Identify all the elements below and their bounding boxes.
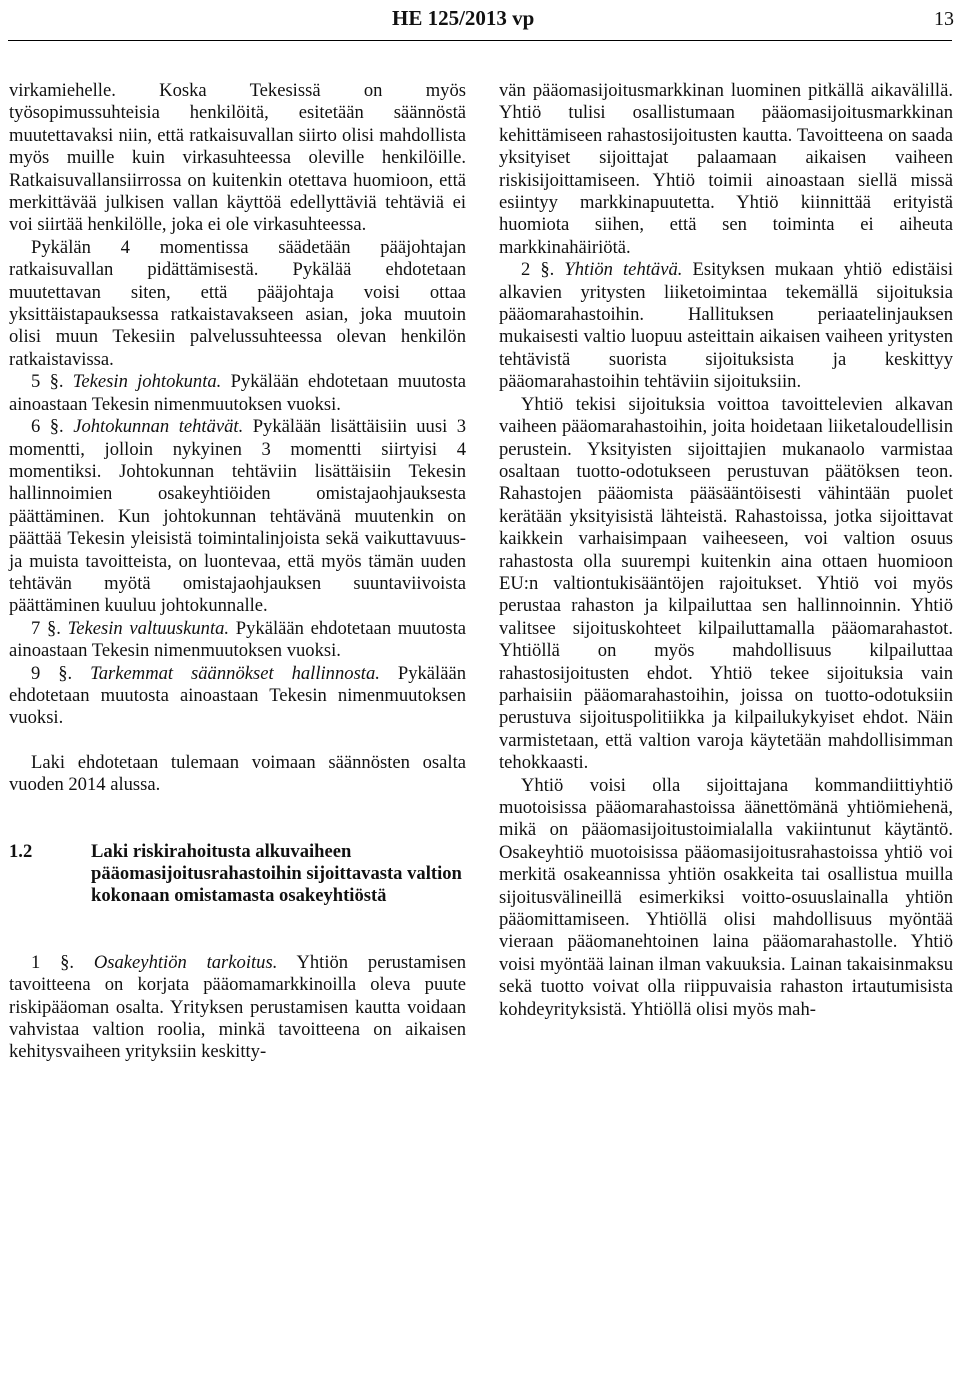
section-6 [9,416,466,618]
section-number: 5 §. [31,371,64,393]
spacer [9,797,466,841]
section-7 [9,618,466,663]
section-5 [9,371,466,416]
section-title: Osakeyhtiön tarkoitus. [93,951,278,973]
section-text: Pykälään ehdotetaan muutosta ainoastaan Tekesin nimenmuutoksen vuoksi. [9,662,467,729]
section-title: Tekesin valtuuskunta. [67,617,230,639]
section-text: Pykälään ehdotetaan muutosta ainoastaan Tekesin nimenmuutoksen vuoksi. [9,371,466,415]
section-number: 2 §. [521,259,555,281]
paragraph: Pykälän 4 momentissa säädetään pääjohtajan ratkaisuvallan pidättämisestä. Pykälää ehdotetaan muutettavan siten, että pääjohtaja voisi ottaa yksittäistapauksessa ratkaistavakseen asian, joka muutoin olisi muun Tekesiin palvelussuhteessa olevan henkilön ratkaistavissa. [9,236,466,370]
page-header [0,0,960,40]
paragraph: vän pääomasijoitusmarkkinan luominen pitkällä aikavälillä. Yhtiö tulisi osallistumaan pääomasijoitusmarkkinan kehittämiseen rahastosijoitusten kautta. Tavoitteena on saada yksityiset sijoittajat palaamaan aikaisen vaiheen riskisijoittamiseen. Yhtiö toimii ainoastaan siellä missä esiintyy markkinapuutetta. Yhtiö kiinnittää erityistä huomiota siihen, että sen toiminta ei aiheuta markkinahäiriötä. [499,80,953,258]
paragraph: Yhtiö voisi olla sijoittajana kommandiittiyhtiö muotoisissa pääomarahastoissa äänettömänä yhtiömiehenä, mikä on pääomasijoitustoimialalla vakiintunut käytäntö. Osakeyhtiö muotoisissa pääomasijoitusrahastoissa yhtiö voi merkitä osakeannissa yhtiön osakkeita tai osallistua muilla sijoitusvälineillä esimerkiksi voitto-osuuslainalla yhtiön pääomittamiseen. Yhtiöllä olisi mahdollisuus myöntää vieraan pääomanehtoinen laina pääomarahastolle. Yhtiö voisi myöntää lainan ilman vakuuksia. Lainan takaisinmaksu sekä tuotto voivat olla riippuvaisia rahaston irtautumisista kohdeyrityksistä. Yhtiöllä olisi myös mah- [499,774,953,1020]
section-2 [499,259,953,393]
section-text: Pykälään ehdotetaan muutosta ainoastaan Tekesin nimenmuutoksen vuoksi. [9,617,466,662]
section-text: Yhtiön perustamisen tavoitteena on korjata pääomamarkkinoilla oleva puute riskipääoman osalta. Yrityksen perustamisen kautta voidaan vahvistaa valtion roolia, minkä tavoitteena on aikaisen kehitysvaiheen yrityksiin keskitty- [9,951,467,1063]
section-9 [9,663,466,730]
document-id: HE 125/2013 vp [392,6,535,30]
section-text: Esityksen mukaan yhtiö edistäisi alkavien yritysten liiketoimintaa tekemällä sijoituksia pääomarahastoihin. Hallituksen periaatelinjauksen mukaisesti valtio luopuu asteittain aikaisen vaiheen yritysten tehtävistä suorista sijoituksista ja keskittyy pääomarahastoihin tehtäviin sijoituksiin. [499,259,954,393]
right-column [499,80,953,1021]
section-title: Yhtiön tehtävä. [564,259,683,281]
paragraph: Yhtiö tekisi sijoituksia voittoa tavoittelevien alkavan vaiheen pääomarahastoihin, joita hoidetaan liiketaloudellisin perustein. Yksityisten sijoittajien mukanaolo varmistaa osaltaan tuotto-odotukseen perustuvan päätöksen teon. Rahastojen pääomista pääsääntöisesti vähintään puolet kerätään yksityisistä lähteistä. Rahastoissa, jotka sijoittavat kaikkein varhaisimpaan vaiheeseen, voi valtion osuus rahastosta olla suurempi kuitenkin aina ottaen huomioon EU:n valtiontukisääntöjen rajoitukset. Yhtiö voi myös perustaa rahaston ja kilpailuttaa sen hallinnoinnin. Yhtiö valitsee sijoituskohteet kilpailuttamalla pääomarahastot. Yhtiöllä on myös mahdollisuus kilpailuttaa rahastosijoitusten ehdot. Yhtiö tekee sijoituksia vain parhaisiin pääomarahastoihin, joissa on tuotto-odotuksiin perustuva sijoituspolitiikka ja kilpailukykyiset ehdot. Näin varmistetaan, että valtion varoja käytetään mahdollisimman tehokkaasti. [499,393,953,774]
paragraph: virkamiehelle. Koska Tekesissä on myös työsopimussuhteisia henkilöitä, esitetään säännöstä muutettavaksi niin, että ratkaisuvallan siirto olisi mahdollista myös muille kuin virkasuhteessa oleville henkilöille. Ratkaisuvallansiirrossa on kuitenkin otettava huomioon, että merkittävää julkisen vallan käyttöä edellyttäviä tehtäviä ei voi siirtää henkilölle, joka ei ole virkasuhteessa. [9,80,466,236]
section-number: 7 §. [31,617,61,639]
heading-number: 1.2 [9,840,33,862]
section-number: 9 §. [31,662,73,684]
law-heading [9,841,466,908]
section-text: Pykälään lisättäisiin uusi 3 momentti, jolloin nykyinen 3 momentti siirtyisi 4 momentiksi. Johtokunnan tehtäviin lisättäisiin Tekesin hallinnoimien osakeyhtiöiden omistajaohjauksesta päättäminen. Kun johtokunnan tehtävänä muutenkin on päättää Tekesin yleisistä toimintalinjoista sekä vaikuttavuus- ja muista tavoitteista, on luontevaa, että myös tämän uuden tehtävän myötä omistajaohjauksen suuntaviivoista päättäminen kuuluu johtokunnalle. [9,416,466,617]
section-title: Tekesin johtokunta. [72,371,222,393]
section-1 [9,952,466,1064]
spacer [9,908,466,952]
heading-title: Laki riskirahoitusta alkuvaiheen pääomasijoitusrahastoihin sijoittavasta valtion kokonaan omistamasta osakeyhtiöstä [91,840,462,907]
section-title: Tarkemmat säännökset hallinnosta. [90,662,380,684]
section-number: 6 §. [31,416,64,438]
section-number: 1 §. [31,951,75,973]
header-rule [8,40,952,41]
law-effect-paragraph: Laki ehdotetaan tulemaan voimaan säännösten osalta vuoden 2014 alussa. [9,751,466,796]
section-title: Johtokunnan tehtävät. [73,416,244,438]
spacer [9,730,466,752]
left-column [9,80,466,1064]
page-number: 13 [934,8,954,30]
